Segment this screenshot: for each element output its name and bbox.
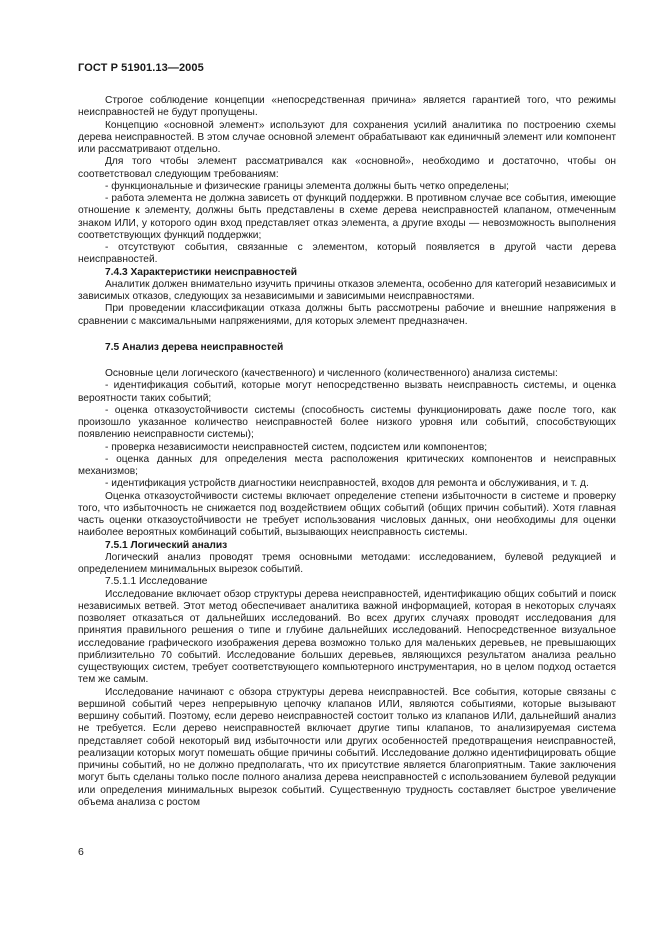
list-item: - проверка независимости неисправностей систем, подсистем или компонентов; [105,441,488,453]
list-item: - оценка отказоустойчивости системы (способность системы функционировать даже после того, как произошло указанное количество неисправностей более низкого уровня или событий, способствующих появлению неисправности системы); [78,404,616,441]
list-item: - оценка данных для определения места расположения критических компонентов и неисправных механизмов; [78,453,616,477]
document-body [78,95,616,809]
list-item: - работа элемента не должна зависеть от функций поддержки. В противном случае все события, имеющие отношение к элементу, должны быть представлены в схеме дерева неисправностей клапаном, отмеченным знаком ИЛИ, у которого один вход представляет отказ элемента, а другие входы — невозможность выполнения соответствующих функций поддержки; [78,193,616,241]
list-item: - отсутствуют события, связанные с элементом, который появляется в другой части дерева неисправностей. [78,242,616,266]
section-heading-7-5: 7.5 Анализ дерева неисправностей [105,341,284,353]
paragraph: При проведении классификации отказа должны быть рассмотрены рабочие и внешние напряжения в сравнении с максимальными напряжениями, для которых элемент предназначен. [78,303,616,327]
section-heading-7-5-1: 7.5.1 Логический анализ [105,539,228,551]
section-heading-7-4-3: 7.4.3 Характеристики неисправностей [105,266,298,278]
paragraph: Оценка отказоустойчивости системы включает определение степени избыточности в системе и проверку того, что избыточность не снижается под воздействием общих событий (общих причин событий). Хотя главная часть оценки отказоустойчивости не требует использования числовых данных, они необходимы для оценки наиболее вероятных комбинаций событий, вызывающих неисправность системы. [78,490,616,539]
list-item: - идентификация устройств диагностики неисправностей, входов для ремонта и обслуживания, и т. д. [105,478,589,490]
paragraph: Исследование начинают с обзора структуры дерева неисправностей. Все события, которые связаны с вершиной событий через непрерывную цепочку клапанов ИЛИ, являются событиями, которые вызывают вершину событий. Поэтому, если дерево неисправностей состоит только из клапанов ИЛИ, дальнейший анализ не требуется. Если дерево неисправностей включает другие типы клапанов, то анализируемая система представляет собой некоторый вид избыточности или других особенностей предотвращения неисправностей, реализации которых могут помешать общие причины событий. Исследование должно идентифицировать общие причины событий, но не должно предполагать, что их присутствие является благоприятным. Такие заключения могут быть сделаны только после полного анализа дерева неисправностей с использованием булевой редукции или определения минимальных вырезок событий. Существенную трудность составляет быстрое увеличение объема анализа с ростом [78,686,616,808]
paragraph: Строгое соблюдение концепции «непосредственная причина» является гарантией того, что режимы неисправностей не будут пропущены. [78,95,616,119]
paragraph: Логический анализ проводят тремя основными методами: исследованием, булевой редукцией и определением минимальных вырезок событий. [78,551,616,575]
paragraph: Исследование включает обзор структуры дерева неисправностей, идентификацию общих событий и поиск независимых ветвей. Этот метод обеспечивает аналитика важной информацией, которая в некоторых случаях позволяет отказаться от дальнейших исследований. Во всех других случаях проводят исследования для принятия правильного решения о типе и глубине дальнейших исследований. Непосредственное визуальное исследование графического изображения дерева возможно только для маленьких деревьев, не превышающих приблизительно 70 событий. Исследование больших деревьев, являющихся результатом анализа реально существующих систем, требует соответствующего компьютерного инструментария, но в целом подход остается тем же самым. [78,588,616,686]
paragraph: Аналитик должен внимательно изучить причины отказов элемента, особенно для категорий независимых и зависимых отказов, следующих за независимыми и зависимыми неисправностями. [78,278,616,302]
page-number: 6 [78,846,84,858]
list-item: - функциональные и физические границы элемента должны быть четко определены; [105,180,509,192]
subsection-heading-7-5-1-1: 7.5.1.1 Исследование [105,576,208,588]
paragraph: Концепцию «основной элемент» используют для сохранения усилий аналитика по построению схемы дерева неисправностей. В этом случае основной элемент обрабатывают как единичный элемент или компонент или рассматривают отдельно. [78,119,616,155]
paragraph: Для того чтобы элемент рассматривался как «основной», необходимо и достаточно, чтобы он соответствовал следующим требованиям: [78,156,616,180]
document-header: ГОСТ Р 51901.13—2005 [78,62,204,74]
paragraph: Основные цели логического (качественного) и численного (количественного) анализа системы: [105,368,558,379]
list-item: - идентификация событий, которые могут непосредственно вызвать неисправность системы, и оценка вероятности таких событий; [78,380,616,404]
